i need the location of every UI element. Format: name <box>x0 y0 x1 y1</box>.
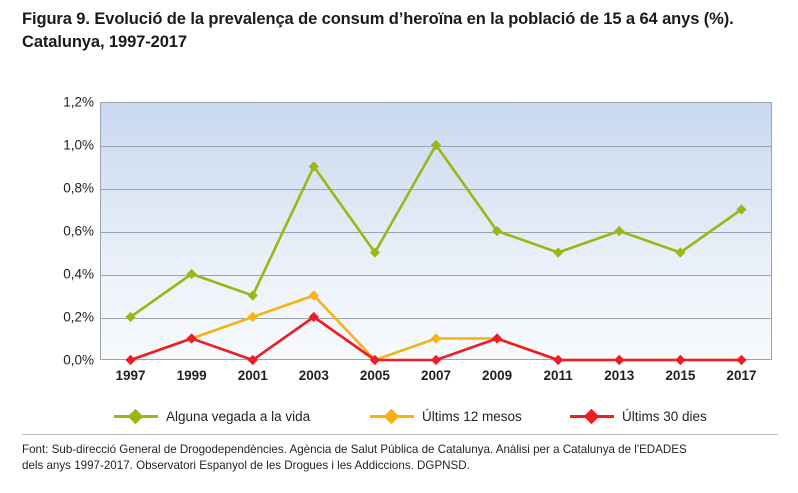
y-axis-tick-label: 1,0% <box>63 137 94 153</box>
data-point-marker <box>554 356 563 365</box>
y-axis-tick-label: 0,6% <box>63 223 94 239</box>
data-point-marker <box>615 227 624 236</box>
legend-item <box>114 403 310 429</box>
series-1 <box>126 141 746 322</box>
legend-label: Alguna vegada a la vida <box>166 408 311 424</box>
y-axis-tick-label: 0,4% <box>63 266 94 282</box>
x-axis-tick-label: 2007 <box>420 368 452 383</box>
legend-swatch-icon <box>570 409 614 423</box>
legend-item <box>570 403 707 429</box>
data-point-marker <box>737 356 746 365</box>
x-axis-tick-label: 1997 <box>115 368 146 383</box>
x-axis-tick-label: 2017 <box>726 368 757 383</box>
series-layer <box>100 102 772 360</box>
series-line <box>131 145 742 317</box>
data-point-marker <box>615 356 624 365</box>
x-axis-tick-label: 2009 <box>482 368 513 383</box>
chart-legend <box>100 403 772 429</box>
source-note-line-1: Font: Sub-direcció General de Drogodependències. Agència de Salut Pública de Catalunya. Anàlisi per a Catalunya de l'EDADES <box>22 443 687 456</box>
series-2 <box>126 291 746 364</box>
legend-label: Últims 30 dies <box>622 408 707 424</box>
page-title: Figura 9. Evolució de la prevalença de consum d’heroïna en la població de 15 a 64 anys (%). Catalunya, 1997-2017 <box>22 10 734 52</box>
x-axis-tick-label: 2013 <box>604 368 635 383</box>
legend-item <box>370 403 522 429</box>
data-point-marker <box>676 356 685 365</box>
data-point-marker <box>493 334 502 343</box>
data-point-marker <box>432 356 441 365</box>
source-note-line-2: dels anys 1997-2017. Observatori Espanyol de les Drogues i les Addiccions. DGPNSD. <box>22 459 470 473</box>
x-axis-tick-label: 1999 <box>176 368 207 383</box>
legend-label: Últims 12 mesos <box>422 408 522 424</box>
x-axis-tick-label: 2015 <box>665 368 696 383</box>
source-note <box>22 442 782 475</box>
data-point-marker <box>554 248 563 257</box>
y-axis-tick-label: 0,0% <box>63 352 94 368</box>
data-point-marker <box>126 356 135 365</box>
chart-container <box>22 88 778 424</box>
legend-swatch-icon <box>370 409 414 423</box>
x-axis-tick-label: 2011 <box>543 368 573 383</box>
data-point-marker <box>187 334 196 343</box>
data-point-marker <box>432 334 441 343</box>
y-axis-tick-label: 0,8% <box>63 180 94 196</box>
data-point-marker <box>248 291 257 300</box>
x-axis-tick-label: 2001 <box>237 368 268 383</box>
x-axis-tick-label: 2003 <box>298 368 329 383</box>
y-axis-tick-label: 0,2% <box>63 309 94 325</box>
legend-swatch-icon <box>114 409 158 423</box>
y-axis-tick-label: 1,2% <box>63 94 94 110</box>
x-axis-tick-label: 2005 <box>359 368 390 383</box>
data-point-marker <box>248 313 257 322</box>
note-divider <box>22 434 778 435</box>
